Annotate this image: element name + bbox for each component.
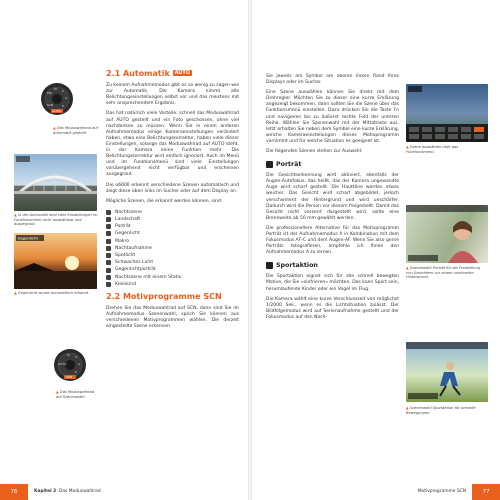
sport-icon	[266, 262, 273, 269]
left-para-5: Drehen Sie das Moduswahlrad auf SCN, dann sind Sie im Aufnahmemodus Szenenwahl, sprich Sie können aus verschiedenen Motivprogrammen wählen. Die derzeit eingestellte Szene erkennen	[106, 306, 239, 330]
scene-icon	[106, 224, 111, 229]
scene-icon	[106, 246, 111, 251]
dial2-badge: SCN	[66, 375, 73, 380]
svg-text:MR: MR	[47, 91, 52, 95]
right-chapter-title: Motivprogramme SCN	[417, 489, 466, 494]
scene-item: Nachtszene	[106, 209, 239, 216]
scene-list	[106, 209, 239, 288]
left-para-2: Das hat natürlich viele Vorteile: schnell das Moduswahlrad auf AUTO gestellt und ein Foto geschossen, ohne viel nachdenken zu müssen. Wenn Sie in einen anderen Aufnahmemodus einige Kameraeinstellungen verändert haben, etwa eine Belichtungskorrektur, haben viele dieser Einstellungen, solange das Moduswahlrad auf AUTO steht, in der Kamera keine Funktion mehr. Die Belichtungskorrektur wird einfach ignoriert. Auch im Menü und im Funktionsmenü sind viele Einstellungen vorübergehend nicht verfügbar und erscheinen ausgegraut.	[106, 111, 239, 178]
right-page	[252, 0, 500, 500]
svg-text:P: P	[62, 104, 64, 108]
left-page	[0, 0, 248, 500]
scene-icon	[106, 217, 111, 222]
left-para-4: Mögliche Szenen, die erkannt werden können, sind:	[106, 198, 223, 204]
scene-item: Spotlicht	[106, 252, 239, 259]
scene-item: Landschaft	[106, 216, 239, 223]
right-para-5: Die professionellere Alternative für das Motivprogramm Porträt ist der Aufnahmemodus A in Kombination mit dem Fokusmodus AF-C und dem Augen-AF. Wenn Sie also gerne Porträts fotografieren, empfehle ich Ihnen den Aufnahmemodus A zu lernen.	[266, 225, 399, 256]
scene-icon	[106, 239, 111, 244]
svg-text:M: M	[54, 87, 57, 91]
page-number-left: 76	[0, 484, 28, 500]
svg-text:A: A	[78, 362, 81, 366]
sunset-label: Gegenlicht	[17, 235, 39, 241]
shot1-caption: ▲ Szene auswählen über das Funktionsmenü.	[406, 145, 459, 154]
scene-item: Kleinkind	[106, 281, 239, 288]
svg-text:AUTO: AUTO	[58, 362, 67, 366]
section-automatik-title: 2.1 Automatik AUTO	[106, 69, 191, 78]
right-para-7: Die Kamera wählt eine kurze Verschlusszeit von möglichst 1/2000 Sek., wenn es die Lichtsituation zulässt. Der Bildfolgemodus wird auf Serienaufnahme gestellt und der Fokusmodus auf den Nach-	[266, 296, 399, 320]
mode-dial-icon	[40, 82, 74, 116]
left-para-3: Die α6600 erkennt verschiedene Szenen automatisch und zeigt diese oben links im Sucher oder auf dem Display an.	[106, 182, 239, 194]
portrait-icon	[266, 161, 273, 168]
mode-dial-auto-photo	[40, 82, 74, 116]
scene-item: Nachtszene mit einem Stativ	[106, 274, 239, 281]
bridge-photo	[14, 154, 97, 211]
subsection-sport-title: Sportaktion	[266, 262, 399, 269]
sport-screenshot	[406, 342, 488, 402]
right-footer	[252, 484, 500, 500]
function-menu-screenshot	[406, 84, 488, 142]
svg-text:S: S	[62, 89, 64, 93]
left-footer	[0, 484, 248, 500]
mode-dial-scn-icon	[53, 348, 87, 382]
svg-text:P: P	[75, 370, 77, 374]
scene-icon	[106, 260, 111, 265]
left-text-column	[106, 70, 239, 334]
chapter-label: Kapitel 2 Das Moduswahlrad	[34, 489, 101, 494]
scene-item: Gegenlichtporträt	[106, 266, 239, 273]
scene-icon	[106, 210, 111, 215]
scene-item: Makro	[106, 238, 239, 245]
right-para-4: Die Gesichtserkennung wird aktiviert, ebenfalls der Augen-Autofokus, das heißt, das der Kamera ungewandte Auge wird scharf gestellt. Die Hauttöne werden etwas weicher. Das Gesicht wird scharf abgebildet, jedoch verschwimmt der Hintergrund und wird unschärfer. Dadurch wird die Person vor diesem freigestellt. Damit das Gesicht nicht verzerrt dargestellt wird, sollte eine Brennweite ab 50 mm gewählt werden.	[266, 173, 399, 221]
scene-item: Gegenlicht	[106, 230, 239, 237]
section-motivprogramme-title: 2.2 Motivprogramme SCN	[106, 292, 222, 302]
scene-icon	[106, 268, 111, 273]
scene-icon	[106, 253, 111, 258]
scene-icon	[106, 231, 111, 236]
sunset-photo	[14, 233, 97, 289]
dial2-caption: ▲ Das Moduswahlrad auf Szenenwahl.	[56, 390, 95, 399]
left-para-1: Zu keinem Aufnahmemodus gibt es so wenig zu sagen wie zur Automatik. Die Kamera nimmt alle Belichtungseinstellungen selbst vor und das meistens mit sehr ansprechendem Ergebnis.	[106, 83, 239, 107]
svg-text:M: M	[67, 353, 70, 357]
scene-item: Nachtaufnahme	[106, 245, 239, 252]
right-para-6: Die Sportaktion eignet sich für alle schnell bewegten Motive, die Sie »einfrieren« möchten. Das kann Sport sein, herumlaufende Kinder oder ein Vogel im Flug.	[266, 274, 399, 292]
right-text-column	[266, 74, 399, 325]
right-para-1: Sie jeweils am Symbol am oberen linken Rand Ihres Displays oder im Sucher.	[266, 74, 399, 86]
bridge-caption: ▲ In der Automatik sind viele Einstellungen im Funktionsmenü nicht auswählbar und ausgegraut.	[14, 213, 98, 227]
scene-item: Porträt	[106, 223, 239, 230]
scene-icon	[106, 275, 111, 280]
shot3-caption: ▲ Szenenwahl Sportaktion für schnelle Bewegungen.	[406, 406, 476, 415]
mode-dial-scn-photo	[53, 348, 87, 382]
page-number-right: 77	[472, 484, 500, 500]
right-para-2: Eine Szene auswählen können Sie direkt mit dem Drehregler. Möchten Sie zu dieser eine kurze Erklärung angezeigt bekommen, dann sollten Sie die Szene über das Funktionsmenü einstellen. Dazu drücken Sie die Taste Fn und navigieren bis zu äußerst rechte Feld der unteren Reihe. Wählen Sie Szenenwahl mit der Mittaltaste aus, letzt erhalten Sie neben dem Symbol eine kurze Erklärung, welche Kameraeinstellungen dieses Motivprogramm vornimmt und für welche Situation es geeignet ist.	[266, 90, 399, 144]
subsection-portrait-title: Porträt	[266, 161, 399, 168]
portrait-screenshot	[406, 205, 488, 263]
scene-item: Schwaches Licht	[106, 259, 239, 266]
right-para-3: Die folgenden Szenen stehen zur Auswahl:	[266, 149, 363, 155]
dial1-caption: ▲ Das Moduswahlrad auf Automatik gestellt.	[53, 126, 98, 135]
dial1-badge: AUTO	[52, 109, 61, 114]
svg-text:A: A	[65, 96, 68, 100]
svg-text:S: S	[75, 355, 77, 359]
scene-icon	[106, 282, 111, 287]
svg-text:SCN: SCN	[47, 103, 54, 107]
shot2-caption: ▲ Szenenwahl Porträt für die Freistellung von Gesichtern vor einem unscharfen Hintergrund.	[406, 266, 480, 280]
sunset-caption: ▲ Gegenlicht wurde automatisch erkannt.	[14, 291, 90, 295]
